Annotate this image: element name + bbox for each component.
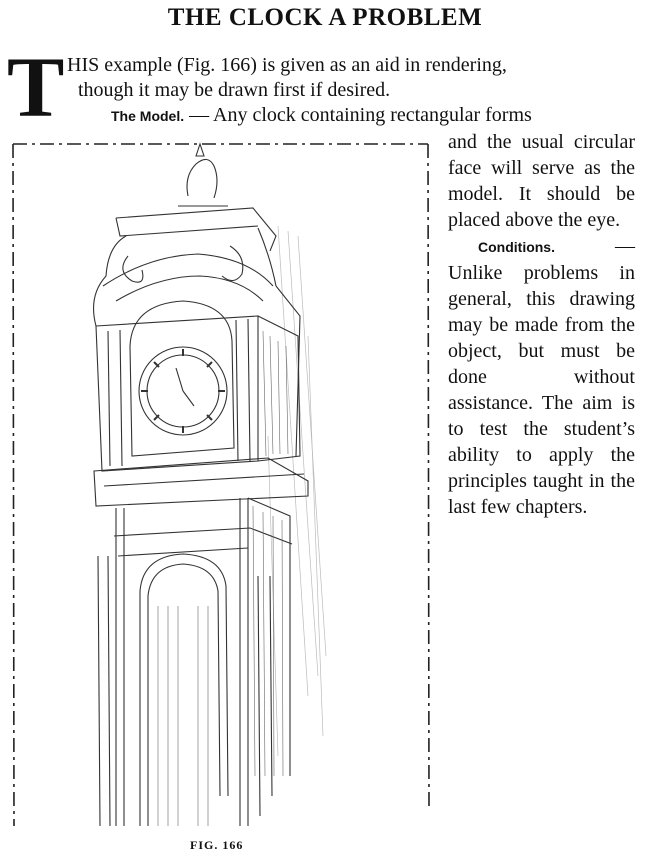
model-runin-heading: The Model. bbox=[111, 108, 185, 124]
conditions-paragraph bbox=[448, 233, 635, 520]
model-first-line: Any clock containing rectangular forms bbox=[213, 104, 532, 126]
intro-line-1: HIS example (Fig. 166) is given as an aid in rendering, bbox=[67, 54, 507, 76]
conditions-dash: — bbox=[555, 235, 635, 257]
drop-cap: T bbox=[7, 39, 65, 135]
page-title: THE CLOCK A PROBLEM bbox=[167, 4, 483, 31]
model-dash: — bbox=[184, 104, 214, 126]
conditions-runin-heading: Conditions. bbox=[478, 239, 555, 255]
conditions-text: Unlike problems in general, this drawing may be made from the object, but must be done without assistance. The aim is to test the student’s ability to apply the principles taught in the last few chapters. bbox=[448, 262, 635, 518]
figure-caption: FIG. 166 bbox=[190, 838, 244, 852]
model-continuation: and the usual circular face will serve as the model. It should be placed above the eye. bbox=[448, 131, 635, 231]
side-column bbox=[448, 129, 635, 520]
clock-figure bbox=[8, 136, 433, 836]
grandfather-clock-icon bbox=[8, 136, 433, 836]
intro-line-2: though it may be drawn first if desired. bbox=[78, 79, 391, 101]
model-paragraph-start bbox=[111, 102, 532, 129]
